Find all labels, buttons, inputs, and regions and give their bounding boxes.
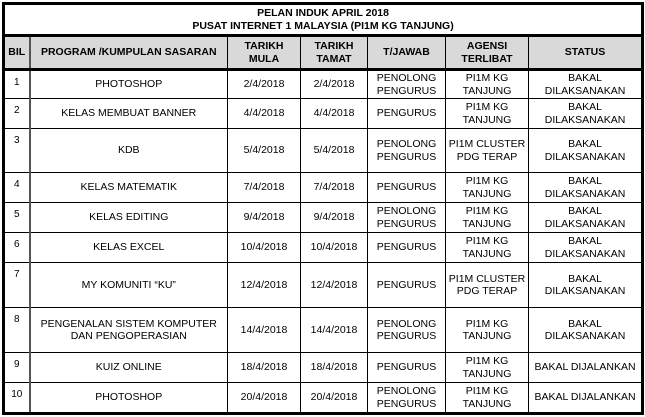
program-name: PENGENALAN SISTEM KOMPUTER DAN PENGOPERASIAN <box>30 308 228 353</box>
start-date: 9/4/2018 <box>228 203 301 233</box>
row-number: 1 <box>4 70 30 99</box>
col-header-tarikh-tamat: TARIKH TAMAT <box>301 36 368 70</box>
end-date: 18/4/2018 <box>301 353 368 383</box>
person-in-charge: PENOLONG PENGURUS <box>368 383 446 414</box>
status-text: BAKAL DIJALANKAN <box>529 383 643 414</box>
table-row <box>4 263 643 308</box>
plan-sheet <box>2 2 641 415</box>
column-header-row <box>4 36 643 70</box>
person-in-charge: PENGURUS <box>368 263 446 308</box>
end-date: 5/4/2018 <box>301 129 368 173</box>
start-date: 10/4/2018 <box>228 233 301 263</box>
person-in-charge: PENGURUS <box>368 173 446 203</box>
status-text: BAKAL DILAKSANAKAN <box>529 99 643 129</box>
table-row <box>4 233 643 263</box>
agency: PI1M KG TANJUNG <box>446 99 529 129</box>
table-row <box>4 173 643 203</box>
program-name: PHOTOSHOP <box>30 70 228 99</box>
program-name: PHOTOSHOP <box>30 383 228 414</box>
table-row <box>4 70 643 99</box>
agency: PI1M KG TANJUNG <box>446 203 529 233</box>
status-text: BAKAL DILAKSANAKAN <box>529 173 643 203</box>
page-title <box>4 4 643 36</box>
program-name: MY KOMUNITI “KU” <box>30 263 228 308</box>
program-name: KUIZ ONLINE <box>30 353 228 383</box>
row-number: 5 <box>4 203 30 233</box>
start-date: 12/4/2018 <box>228 263 301 308</box>
agency: PI1M CLUSTER PDG TERAP <box>446 263 529 308</box>
status-text: BAKAL DILAKSANAKAN <box>529 129 643 173</box>
end-date: 7/4/2018 <box>301 173 368 203</box>
person-in-charge: PENGURUS <box>368 99 446 129</box>
row-number: 6 <box>4 233 30 263</box>
table-row <box>4 203 643 233</box>
status-text: BAKAL DILAKSANAKAN <box>529 308 643 353</box>
start-date: 4/4/2018 <box>228 99 301 129</box>
end-date: 2/4/2018 <box>301 70 368 99</box>
program-name: KELAS EDITING <box>30 203 228 233</box>
row-number: 10 <box>4 383 30 414</box>
status-text: BAKAL DILAKSANAKAN <box>529 233 643 263</box>
title-line-2: PUSAT INTERNET 1 MALAYSIA (PI1M KG TANJUNG) <box>192 19 454 32</box>
program-name: KELAS MATEMATIK <box>30 173 228 203</box>
table-row <box>4 99 643 129</box>
person-in-charge: PENGURUS <box>368 353 446 383</box>
end-date: 12/4/2018 <box>301 263 368 308</box>
col-header-agensi: AGENSI TERLIBAT <box>446 36 529 70</box>
start-date: 14/4/2018 <box>228 308 301 353</box>
plan-table <box>2 2 644 415</box>
col-header-program: PROGRAM /KUMPULAN SASARAN <box>30 36 228 70</box>
status-text: BAKAL DIJALANKAN <box>529 353 643 383</box>
program-name: KELAS EXCEL <box>30 233 228 263</box>
program-name: KDB <box>30 129 228 173</box>
person-in-charge: PENOLONG PENGURUS <box>368 70 446 99</box>
end-date: 4/4/2018 <box>301 99 368 129</box>
table-body <box>4 70 643 414</box>
agency: PI1M KG TANJUNG <box>446 308 529 353</box>
person-in-charge: PENOLONG PENGURUS <box>368 129 446 173</box>
end-date: 20/4/2018 <box>301 383 368 414</box>
col-header-tjawab: T/JAWAB <box>368 36 446 70</box>
start-date: 5/4/2018 <box>228 129 301 173</box>
start-date: 18/4/2018 <box>228 353 301 383</box>
title-row <box>4 4 643 36</box>
agency: PI1M KG TANJUNG <box>446 353 529 383</box>
row-number: 3 <box>4 129 30 173</box>
person-in-charge: PENOLONG PENGURUS <box>368 203 446 233</box>
table-row <box>4 353 643 383</box>
col-header-tarikh-mula: TARIKH MULA <box>228 36 301 70</box>
end-date: 10/4/2018 <box>301 233 368 263</box>
row-number: 8 <box>4 308 30 353</box>
agency: PI1M CLUSTER PDG TERAP <box>446 129 529 173</box>
title-line-1: PELAN INDUK APRIL 2018 <box>257 7 389 19</box>
row-number: 7 <box>4 263 30 308</box>
status-text: BAKAL DILAKSANAKAN <box>529 263 643 308</box>
end-date: 14/4/2018 <box>301 308 368 353</box>
row-number: 9 <box>4 353 30 383</box>
end-date: 9/4/2018 <box>301 203 368 233</box>
col-header-status: STATUS <box>529 36 643 70</box>
row-number: 4 <box>4 173 30 203</box>
row-number: 2 <box>4 99 30 129</box>
status-text: BAKAL DILAKSANAKAN <box>529 70 643 99</box>
program-name: KELAS MEMBUAT BANNER <box>30 99 228 129</box>
start-date: 2/4/2018 <box>228 70 301 99</box>
status-text: BAKAL DILAKSANAKAN <box>529 203 643 233</box>
person-in-charge: PENOLONG PENGURUS <box>368 308 446 353</box>
table-row <box>4 129 643 173</box>
table-row <box>4 308 643 353</box>
agency: PI1M KG TANJUNG <box>446 70 529 99</box>
person-in-charge: PENGURUS <box>368 233 446 263</box>
col-header-bil: BIL <box>4 36 30 70</box>
start-date: 20/4/2018 <box>228 383 301 414</box>
agency: PI1M KG TANJUNG <box>446 383 529 414</box>
agency: PI1M KG TANJUNG <box>446 233 529 263</box>
table-row <box>4 383 643 414</box>
start-date: 7/4/2018 <box>228 173 301 203</box>
agency: PI1M KG TANJUNG <box>446 173 529 203</box>
